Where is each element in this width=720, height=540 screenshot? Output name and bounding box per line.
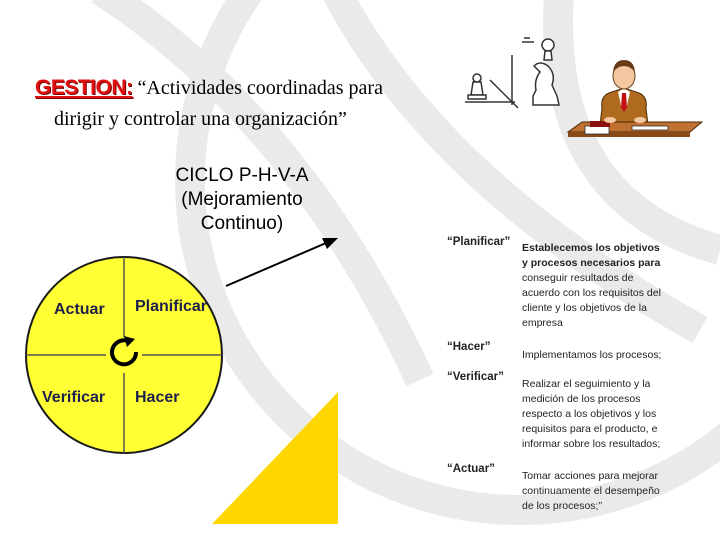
title-keyword: GESTION:	[35, 76, 133, 99]
phase-line: conseguir resultados de	[522, 272, 634, 284]
phase-line: Tomar acciones para mejorar	[522, 470, 658, 482]
phase-line: acuerdo con los requisitos del	[522, 287, 661, 299]
phase-line: respecto a los objetivos y los	[522, 408, 657, 420]
quadrant-verificar: Verificar	[42, 389, 106, 406]
chess-pieces-icon	[465, 38, 559, 108]
phase-text-hacer	[522, 348, 690, 363]
phase-line: Establecemos los objetivos	[522, 242, 660, 254]
phase-line: cliente y los objetivos de la	[522, 302, 647, 314]
phase-line: Realizar el seguimiento y la	[522, 378, 651, 390]
phase-line: Implementamos los procesos;	[522, 349, 662, 361]
title-definition-line2: dirigir y controlar una organización”	[54, 108, 347, 130]
phase-line: de los procesos;”	[522, 500, 602, 512]
phase-label-verificar: “Verificar”	[447, 371, 504, 383]
page-title	[35, 76, 475, 100]
phase-line: empresa	[522, 317, 563, 329]
title-definition-line1: “Actividades coordinadas para	[137, 77, 383, 99]
quadrant-hacer: Hacer	[135, 389, 180, 406]
phase-label-planificar: “Planificar”	[447, 236, 511, 248]
businessman-illustration	[568, 60, 702, 137]
phase-line: medición de los procesos	[522, 393, 641, 405]
quadrant-actuar: Actuar	[54, 301, 105, 318]
phase-label-hacer: “Hacer”	[447, 341, 491, 353]
phase-line: continuamente el desempeño	[522, 485, 660, 497]
phase-label-actuar: “Actuar”	[447, 463, 495, 475]
cycle-heading-line1: CICLO P-H-V-A	[175, 165, 309, 186]
phase-text-actuar	[522, 469, 690, 514]
quadrant-planificar: Planificar	[135, 298, 208, 315]
phase-text-verificar	[522, 377, 690, 452]
pointer-arrow-line	[226, 243, 326, 286]
cycle-heading-line3: Continuo)	[200, 213, 284, 234]
cycle-heading-line2: (Mejoramiento	[181, 189, 303, 210]
phase-text-planificar	[522, 241, 690, 331]
phase-line: y procesos necesarios para	[522, 257, 661, 269]
phase-line: informar sobre los resultados;	[522, 438, 661, 450]
cycle-heading	[150, 164, 334, 236]
phase-line: requisitos para el producto, e	[522, 423, 658, 435]
